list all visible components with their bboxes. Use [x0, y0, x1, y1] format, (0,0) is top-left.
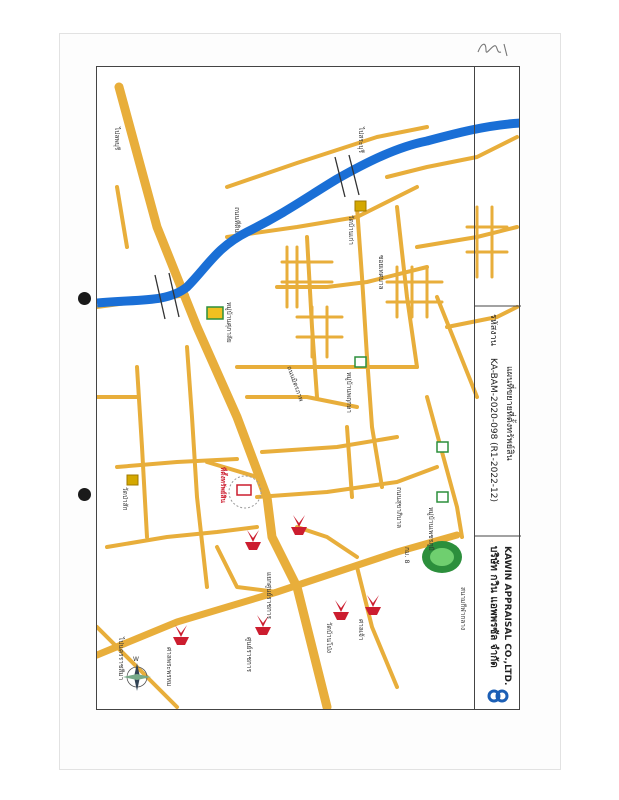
company-th: บริษัท กวิน แอพพรซัล จำกัด	[488, 546, 499, 668]
temple-icon	[173, 625, 189, 645]
label-road-lower: ไปนครราชสีมา	[117, 637, 125, 681]
label-village-d: หมู่บ้านเพชรภูมิ	[427, 507, 435, 551]
label-temple-d: ศาลเจ้า	[357, 619, 365, 641]
label-junction: แยกศูนย์ราชการ	[265, 572, 273, 619]
compass	[123, 656, 151, 691]
company-logo	[489, 691, 507, 701]
label-temple-a: ศาลพระพรหม	[165, 647, 173, 687]
label-subject: ที่ตั้งทรัพย์สิน	[219, 467, 227, 503]
label-soi-b: ถนนสุขาภิบาล	[395, 487, 403, 528]
map-title: แผนที่ขยายที่ตั้งทรัพย์สิน	[504, 366, 514, 461]
school-a-icon	[127, 475, 138, 485]
village-a-icon	[207, 307, 223, 319]
company-en: KAWIN APPRAISAL CO.,LTD.	[502, 546, 512, 686]
label-school-b: วัดบ้านเก่า	[347, 215, 355, 245]
label-highway: ถนนมิตรภาพ	[285, 364, 306, 403]
temple-icon	[245, 530, 261, 550]
village-b-icon	[355, 357, 366, 367]
job-code-label: รหัสงาน	[488, 314, 498, 346]
road-network	[97, 87, 517, 707]
label-temple-b: ศูนย์ราชการ	[245, 637, 253, 673]
label-soi-a: ซอยเทศบาล	[377, 255, 385, 290]
label-road-right: ไปสระบุรี	[357, 127, 365, 153]
temple-icon	[333, 600, 349, 620]
label-village-a: หมู่บ้านศุภาลัย	[225, 302, 233, 343]
title-block-svg	[475, 66, 521, 710]
label-stadium: สนามกีฬากลาง	[459, 587, 467, 631]
label-temple-c: วัดบ้านโป่ง	[325, 622, 333, 653]
label-km: กม. 8	[403, 547, 411, 564]
handwritten-signature	[474, 38, 514, 60]
school-b-icon	[355, 201, 366, 211]
temple-icon	[291, 515, 307, 535]
village-d-icon	[437, 492, 448, 502]
village-c-icon	[437, 442, 448, 452]
map-frame	[96, 66, 520, 710]
location-map	[97, 67, 520, 710]
job-code: KA-BAM-2020-098 (R1-2022-12)	[488, 358, 498, 503]
label-school-a: วัดป่าสัก	[121, 487, 129, 511]
title-block	[474, 66, 520, 710]
binder-hole-top	[78, 292, 91, 305]
compass-n: W	[133, 656, 139, 663]
label-village-b: หมู่บ้านพฤกษา	[345, 372, 353, 413]
binder-hole-bottom	[78, 488, 91, 501]
label-road-top-left: ถนนที่ดิน	[233, 207, 241, 233]
label-road-top: ไปลพบุรี	[113, 127, 121, 151]
